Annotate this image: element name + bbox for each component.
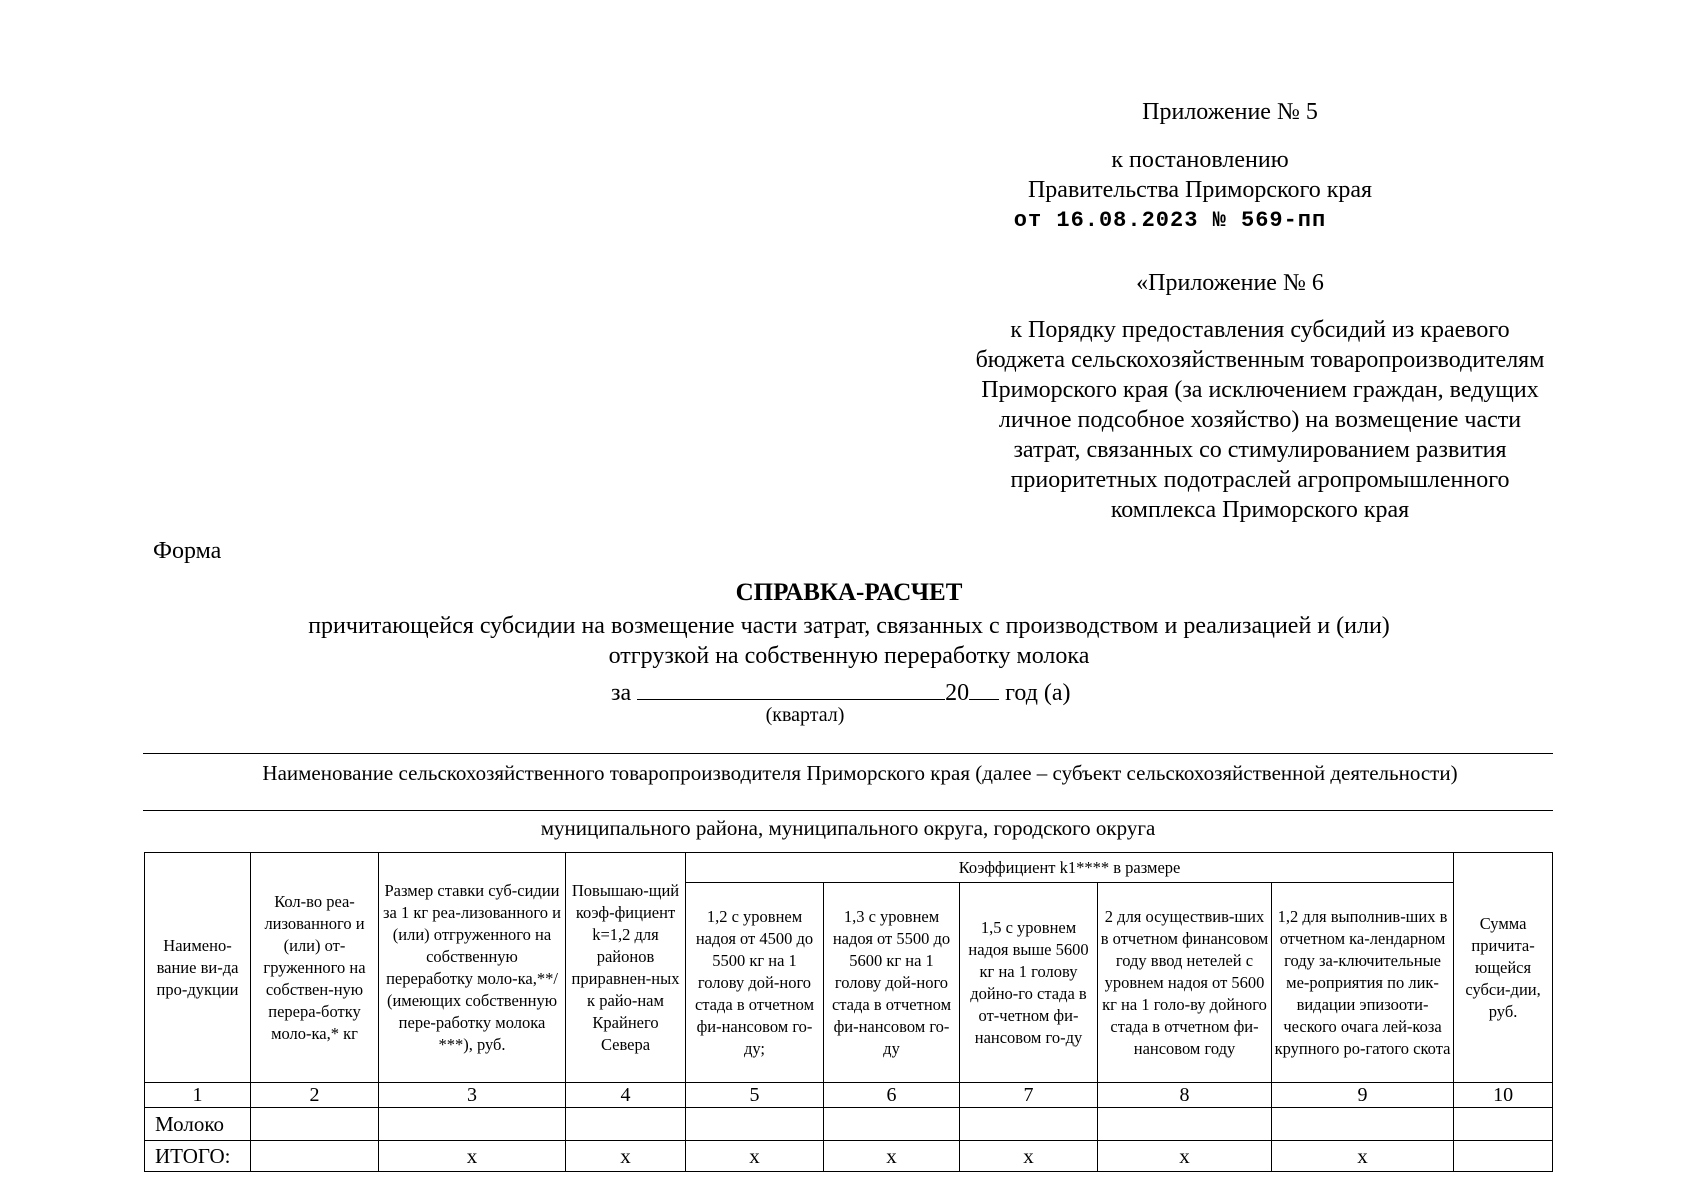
- table-cell[interactable]: [251, 1141, 379, 1172]
- table-cell: х: [960, 1141, 1098, 1172]
- appendix-government-label: Правительства Приморского края: [1027, 177, 1373, 203]
- table-row-total: [145, 1141, 1553, 1172]
- appendix-number: Приложение № 5: [1142, 99, 1318, 125]
- table-cell: х: [824, 1141, 960, 1172]
- appendix2-line: затрат, связанных со стимулированием развития: [1013, 437, 1507, 463]
- appendix2-line: бюджета сельскохозяйственным товаропроизводителям: [975, 347, 1545, 373]
- column-number: 3: [379, 1083, 566, 1108]
- column-numbers-row: [145, 1083, 1553, 1108]
- table-cell[interactable]: [379, 1108, 566, 1141]
- table-row: [145, 1108, 1553, 1141]
- period-suffix: год (а): [1005, 680, 1071, 706]
- column-number: 2: [251, 1083, 379, 1108]
- document-title: СПРАВКА-РАСЧЕТ: [735, 579, 963, 606]
- header-product-name: Наимено-вание ви-да про-дукции: [145, 853, 251, 1083]
- table-cell[interactable]: [566, 1108, 686, 1141]
- table-cell[interactable]: [1454, 1141, 1553, 1172]
- table-cell: х: [566, 1141, 686, 1172]
- subtitle-line: отгрузкой на собственную переработку молока: [608, 643, 1090, 669]
- municipal-name-line[interactable]: [143, 810, 1553, 811]
- header-subsidy-rate: Размер ставки суб-сидии за 1 кг реа-лизованного и (или) отгруженного на собственную переработку моло-ка,**/ (имеющих собственную пере-работку молока ***), руб.: [379, 853, 566, 1083]
- appendix2-line: комплекса Приморского края: [1110, 497, 1410, 523]
- column-number: 7: [960, 1083, 1098, 1108]
- period-year-prefix: 20: [945, 680, 970, 706]
- header-quantity: Кол-во реа-лизованного и (или) от-груженного на собствен-ную перера-ботку моло-ка,* кг: [251, 853, 379, 1083]
- column-number: 1: [145, 1083, 251, 1108]
- appendix2-line: к Порядку предоставления субсидий из краевого: [1010, 317, 1510, 343]
- appendix2-line: личное подсобное хозяйство) на возмещение части: [998, 407, 1522, 433]
- quarter-caption: (квартал): [765, 704, 845, 726]
- subsidy-calculation-table: [144, 852, 1553, 1172]
- row-label-milk: Молоко: [145, 1108, 251, 1141]
- row-label-total: ИТОГО:: [145, 1141, 251, 1172]
- table-cell: х: [379, 1141, 566, 1172]
- table-cell[interactable]: [1098, 1108, 1272, 1141]
- header-k1-1-2: 1,2 с уровнем надоя от 4500 до 5500 кг на 1 голову дой-ного стада в отчетном фи-нансовом го-ду;: [686, 883, 824, 1083]
- appendix2-line: приоритетных подотраслей агропромышленного: [1010, 467, 1510, 493]
- table-cell: х: [1272, 1141, 1454, 1172]
- table-cell[interactable]: [251, 1108, 379, 1141]
- table-cell[interactable]: [1454, 1108, 1553, 1141]
- header-k1-leukosis: 1,2 для выполнив-ших в отчетном ка-лендарном году за-ключительные ме-роприятия по лик-видации эпизооти-ческого очага лей-коза крупного ро-гатого скота: [1272, 883, 1454, 1083]
- header-k1-1-3: 1,3 с уровнем надоя от 5500 до 5600 кг на 1 голову дой-ного стада в отчетном фи-нансовом го-ду: [824, 883, 960, 1083]
- column-number: 4: [566, 1083, 686, 1108]
- appendix2-title: «Приложение № 6: [1136, 270, 1324, 296]
- column-number: 8: [1098, 1083, 1272, 1108]
- producer-name-line[interactable]: [143, 753, 1553, 754]
- appendix-date: от 16.08.2023 № 569-пп: [1013, 208, 1327, 233]
- appendix-resolution-label: к постановлению: [1111, 147, 1289, 173]
- table-cell: х: [686, 1141, 824, 1172]
- header-k1-2: 2 для осуществив-ших в отчетном финансовом году ввод нетелей с уровнем надоя от 5600 кг на 1 голо-ву дойного стада в отчетном фи-нансовом году: [1098, 883, 1272, 1083]
- header-k1-group: Коэффициент k1**** в размере: [686, 853, 1454, 883]
- period-prefix: за: [611, 680, 632, 706]
- table-cell[interactable]: [960, 1108, 1098, 1141]
- document-subtitle: [0, 611, 1698, 671]
- year-input-line[interactable]: [969, 673, 999, 700]
- appendix2-line: Приморского края (за исключением граждан, ведущих: [981, 377, 1539, 403]
- subtitle-line: причитающейся субсидии на возмещение части затрат, связанных с производством и реализацией и (или): [308, 613, 1390, 639]
- table-cell[interactable]: [1272, 1108, 1454, 1141]
- column-number: 9: [1272, 1083, 1454, 1108]
- header-subsidy-sum: Сумма причита-ющейся субси-дии, руб.: [1454, 853, 1553, 1083]
- appendix2-text: [860, 315, 1660, 525]
- table-cell: х: [1098, 1141, 1272, 1172]
- column-number: 10: [1454, 1083, 1553, 1108]
- producer-caption: Наименование сельскохозяйственного товаропроизводителя Приморского края (далее – субъект сельскохозяйственной деятельности): [262, 761, 1458, 785]
- column-number: 6: [824, 1083, 960, 1108]
- period-line: [611, 673, 1071, 708]
- header-north-coefficient: Повышаю-щий коэф-фициент k=1,2 для районов приравнен-ных к райо-нам Крайнего Севера: [566, 853, 686, 1083]
- municipal-caption: муниципального района, муниципального округа, городского округа: [540, 816, 1156, 840]
- form-label: Форма: [153, 538, 222, 564]
- table-cell[interactable]: [824, 1108, 960, 1141]
- quarter-input-line[interactable]: [637, 673, 945, 700]
- table-cell[interactable]: [686, 1108, 824, 1141]
- column-number: 5: [686, 1083, 824, 1108]
- header-k1-1-5: 1,5 с уровнем надоя выше 5600 кг на 1 голову дойно-го стада в от-четном фи-нансовом го-ду: [960, 883, 1098, 1083]
